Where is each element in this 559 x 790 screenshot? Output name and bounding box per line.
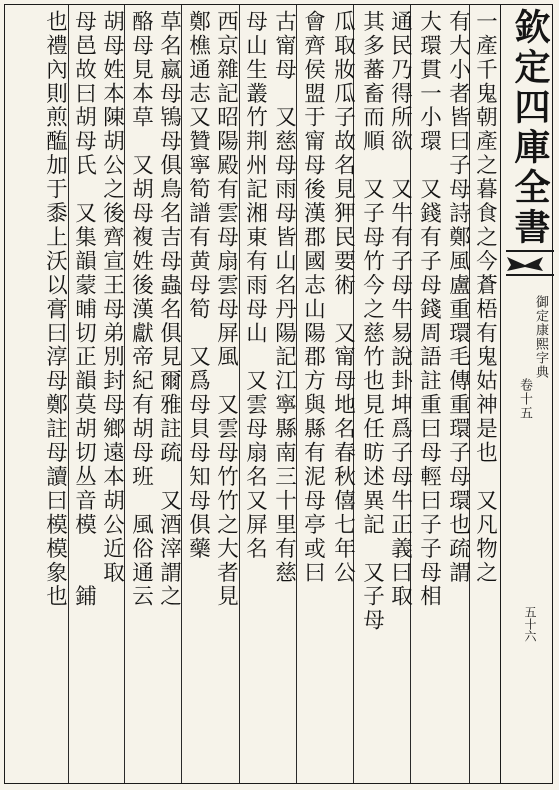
text-column-3: 大環貫一小環 又錢有子母錢周語註重曰母輕曰子子母相 [416, 10, 442, 609]
book-title: 欽定四庫全書 [509, 8, 551, 248]
text-column-14: 胡母姓本陳胡公之後齊宣王母弟別封母鄉遠本胡公近取 [99, 10, 125, 585]
text-column-12: 草名嬴母鴇母俱鳥名吉母蟲名俱見爾雅註疏 又酒滓謂之 [156, 10, 182, 609]
text-column-1: 一產千鬼朝產之暮食之今蒼梧有鬼姑神是也 又凡物之 [472, 10, 498, 585]
text-column-15: 母邑故曰胡母氏 又集韻蒙晡切正韻莫胡切丛音模 鋪 [71, 10, 97, 609]
text-column-5: 其多蕃畜而順 又子母竹今之慈竹也見任昉述異記 又子母 [359, 10, 385, 633]
column-rule [68, 5, 69, 783]
text-column-7: 會齊侯盟于甯母後漢郡國志山陽郡方與縣有泥母亭或曰 [300, 10, 326, 585]
text-column-9: 母山生叢竹荆州記湘東有雨母山 又雲母扇名又屏名 [242, 10, 268, 561]
text-column-4: 通民乃得所欲 又牛有子母牛易說卦坤爲子母牛正義曰取 [387, 10, 413, 609]
text-column-13: 酪母見本草 又胡母複姓後漢獻帝紀有胡母班 風俗通云 [128, 10, 154, 609]
text-column-16: 也禮內則煎醢加于黍上沃以膏曰淳母鄭註母讀曰模模象也 [42, 10, 68, 609]
text-column-8: 古甯母 又慈母雨母皆山名丹陽記江寧縣南三十里有慈 [271, 10, 297, 585]
text-column-6: 瓜取妝瓜子故名見狎民要術 又甯母地名春秋僖七年公 [330, 10, 356, 585]
fishtail-divider [506, 250, 554, 276]
dictionary-name: 御定康熙字典 [533, 295, 548, 379]
volume-label: 卷十五 [517, 378, 532, 420]
page-number: 五十六 [523, 606, 537, 642]
text-column-2: 有大小者皆曰子母詩鄭風盧重環毛傳重環子母環也疏謂 [445, 10, 471, 585]
column-rule [239, 5, 240, 783]
text-column-10: 西京雜記昭陽殿有雲母扇雲母屏風 又雲母竹竹之大者見 [213, 10, 239, 609]
text-column-11: 鄭樵通志又贊寧筍譜有黄母筍 又爲母貝母知母俱藥 [185, 10, 211, 561]
